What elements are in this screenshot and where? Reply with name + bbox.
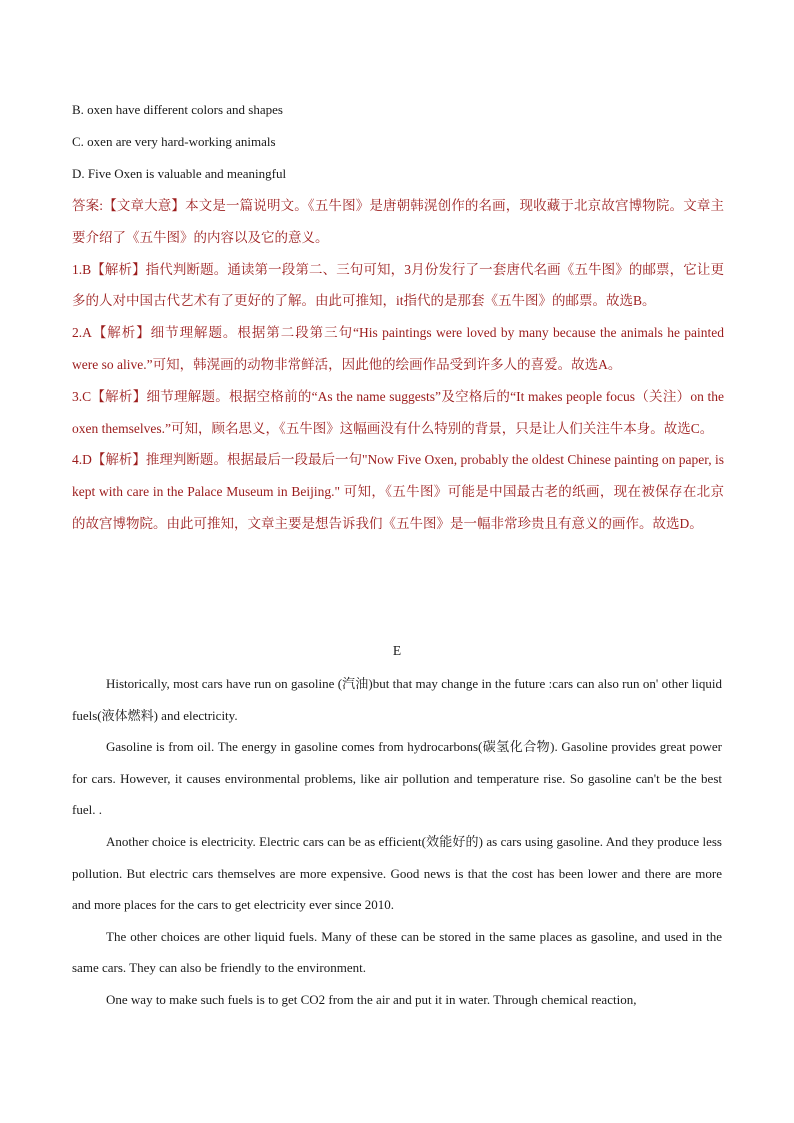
passage-paragraph-1: Historically, most cars have run on gasoline (汽油)but that may change in the future :cars can also run on' other liquid fuels(液体燃料) and electricity. bbox=[72, 676, 722, 723]
passage-paragraph-4: The other choices are other liquid fuels. Many of these can be stored in the same places as gasoline, and used in the same cars. They can also be friendly to the environment. bbox=[72, 928, 722, 976]
passage-e bbox=[72, 668, 722, 1016]
passage-paragraph-2: Gasoline is from oil. The energy in gasoline comes from hydrocarbons(碳氢化合物). Gasoline provides great power for cars. However, it causes environmental problems, like air pollution and temperature rise. So gasoline can't be the best fuel. . bbox=[72, 739, 722, 818]
passage-paragraph-3: Another choice is electricity. Electric cars can be as efficient(效能好的) as cars using gasoline. And they produce less pollution. But electric cars themselves are more expensive. Good news is that the cost has been lower and there are more and more places for the cars to get electricity ever since 2010. bbox=[72, 833, 722, 913]
option-c: C. oxen are very hard-working animals bbox=[72, 134, 276, 149]
answer-q4: 4.D【解析】推理判断题。根据最后一段最后一句"Now Five Oxen, probably the oldest Chinese painting on paper, is kept with care in the Palace Museum in Beijing." 可知，《五牛图》可能是中国最古老的纸画，现在被保存在北京的故宫博物院。由此可推知，文章主要是想告诉我们《五牛图》是一幅非常珍贵且有意义的画作。故选D。 bbox=[72, 452, 724, 531]
passage-paragraph-5: One way to make such fuels is to get CO2 from the air and put it in water. Through chemical reaction, bbox=[106, 991, 637, 1007]
answer-q3: 3.C【解析】细节理解题。根据空格前的“As the name suggests”及空格后的“It makes people focus（关注）on the oxen themselves.”可知，顾名思义，《五牛图》这幅画没有什么特别的背景，只是让人们关注牛本身。故选C。 bbox=[72, 388, 724, 436]
section-title: E bbox=[392, 643, 402, 658]
option-b: B. oxen have different colors and shapes bbox=[72, 102, 283, 117]
answer-q1: 1.B【解析】指代判断题。通读第一段第二、三句可知，3月份发行了一套唐代名画《五牛图》的邮票，它让更多的人对中国古代艺术有了更好的了解。由此可推知，it指代的是那套《五牛图》的邮票。故选B。 bbox=[72, 261, 724, 309]
answer-summary: 答案:【文章大意】本文是一篇说明文。《五牛图》是唐朝韩滉创作的名画，现收藏于北京故宫博物院。文章主要介绍了《五牛图》的内容以及它的意义。 bbox=[72, 198, 724, 245]
answer-block bbox=[72, 190, 724, 540]
option-d: D. Five Oxen is valuable and meaningful bbox=[72, 166, 287, 181]
answer-q2: 2.A【解析】细节理解题。根据第二段第三句“His paintings were loved by many because the animals he painted were so alive.”可知，韩滉画的动物非常鲜活，因此他的绘画作品受到许多人的喜爱。故选A。 bbox=[72, 325, 724, 372]
